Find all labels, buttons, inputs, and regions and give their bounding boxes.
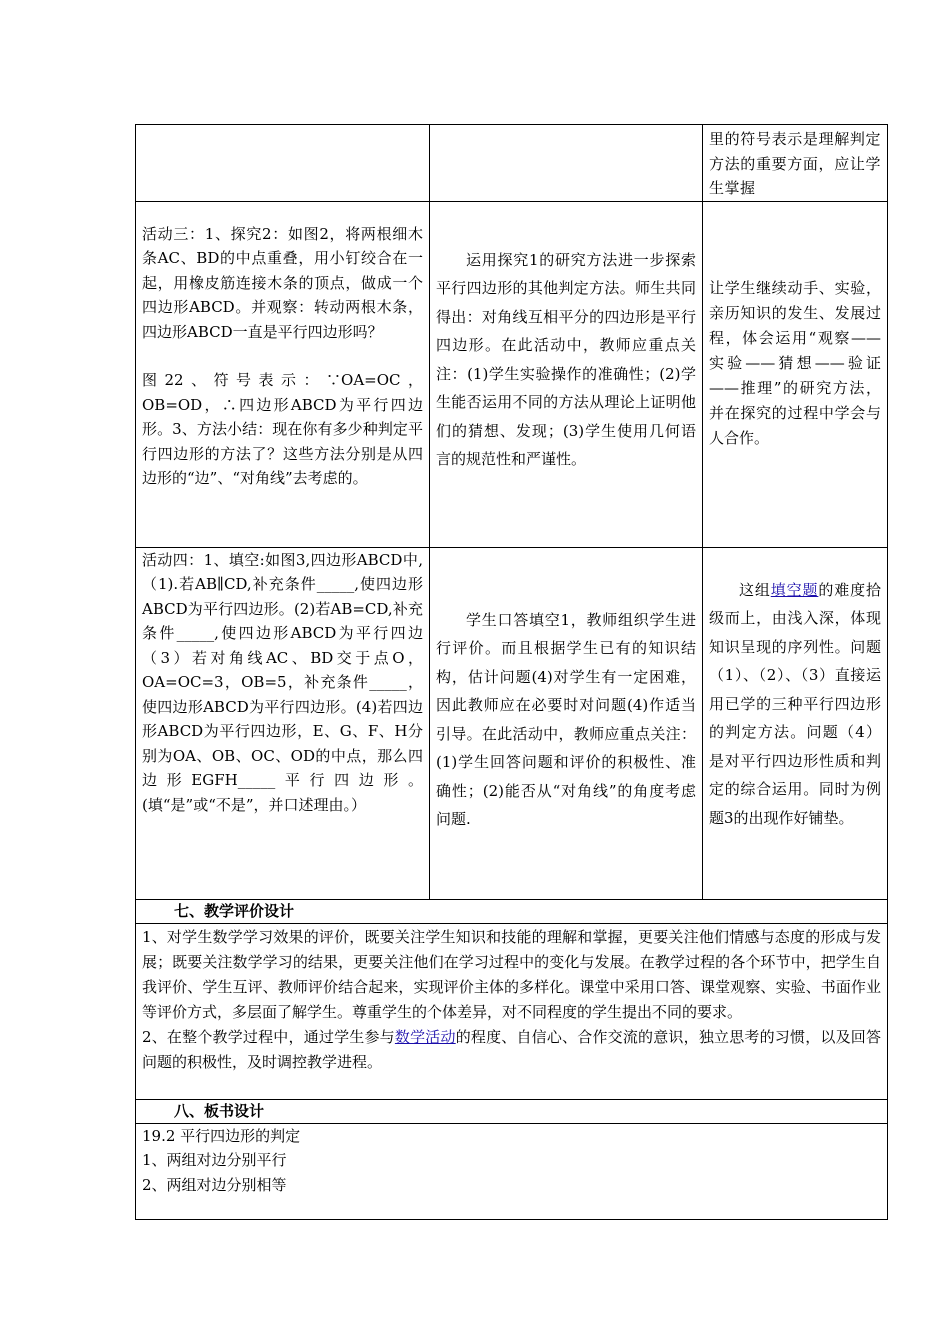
board-line: 1、两组对边分别平行 (142, 1151, 287, 1169)
evaluation-paragraph-1: 1、对学生数学学习效果的评价，既要关注学生知识和技能的理解和掌握，更要关注他们情感与态度的形成与发展；既要关注数学学习的结果，更要关注他们在学习过程中的变化与发展。在教学过程的各个环节中，把学生自我评价、学生互评、教师评价结合起来，实现评价主体的多样化。课堂中采用口答、课堂观察、实验、书面作业等评价方式，多层面了解学生。尊重学生的个体差异，对不同程度的学生提出不同的要求。 (142, 927, 881, 1021)
table-row (136, 1123, 888, 1219)
table-row (136, 923, 888, 1099)
board-line: 2、两组对边分别相等 (142, 1175, 287, 1194)
fill-blank-link[interactable]: 填空题 (770, 580, 819, 599)
purpose-text: 让学生继续动手、实验，亲历知识的发生、发展过程，体会运用“观察——实验——猜想——验证——推理”的研究方法，并在探究的过程中学会与人合作。 (709, 278, 881, 447)
teacher-student-cell (430, 201, 703, 547)
evaluation-cell (136, 923, 888, 1099)
cell-empty (136, 125, 430, 202)
board-line: 19.2 平行四边形的判定 (142, 1126, 301, 1145)
table-row (136, 1099, 888, 1123)
purpose-text: 里的符号表示是理解判定方法的重要方面，应让学生掌握 (709, 130, 881, 197)
activity-four-text: 活动四：1、填空:如图3,四边形ABCD中,（1).若AB∥CD,补充条件_____,使四边形ABCD为平行四边形。(2)若AB=CD,补充条件_____,使四边形ABCD为平行四边（3）若对角线AC、BD交于点O，OA=OC=3，OB=5，补充条件_____，使四边形ABCD为平行四边形。(4)若四边形ABCD为平行四边形，E、G、F、H分别为OA、OB、OC、OD的中点，那么四边形EGFH_____平行四边形。(填“是”或“不是”，并口述理由。） (142, 550, 423, 814)
teacher-student-text: 运用探究1的研究方法进一步探索平行四边形的其他判定方法。师生共同得出：对角线互相平分的四边形是平行四边形。在此活动中，教师应重点关注：(1)学生实验操作的准确性；(2)学生能否运用不同的方法从理论上证明他们的猜想、发现；(3)学生使用几何语言的规范性和严谨性。 (436, 250, 696, 468)
teacher-student-text: 学生口答填空1，教师组织学生进行评价。而且根据学生已有的知识结构，估计问题(4)对学生有一定困难，因此教师应在必要时对问题(4)作适当引导。在此活动中，教师应重点关注：(1)学生回答问题和评价的积极性、准确性；(2)能否从“对角线”的角度考虑问题. (436, 610, 696, 828)
cell-empty (430, 125, 703, 202)
evaluation-paragraph-2: 2、在整个教学过程中，通过学生参与数学活动的程度、自信心、合作交流的意识，独立思考的习惯，以及回答问题的积极性，及时调控教学进程。 (142, 1027, 881, 1071)
activity-three-summary: 图22、符号表示：∵OA=OC，OB=OD，∴四边形ABCD为平行四边形。3、方法小结：现在你有多少种判定平行四边形的方法了？这些方法分别是从四边形的“边”、“对角线”去考虑的。 (142, 371, 423, 487)
teacher-student-cell (430, 547, 703, 899)
table-row (136, 547, 888, 899)
section-title-board: 八、板书设计 (136, 1099, 888, 1123)
activity-cell (136, 547, 430, 899)
purpose-cell (703, 125, 888, 202)
purpose-cell (703, 201, 888, 547)
purpose-text: 这组填空题的难度拾级而上，由浅入深，体现知识呈现的序列性。问题（1）、（2）、（3）直接运用已学的三种平行四边形的判定方法。问题（4）是对平行四边形性质和判定的综合运用。同时为例题3的出现作好铺垫。 (709, 580, 881, 827)
table-row (136, 125, 888, 202)
section-title-evaluation: 七、教学评价设计 (136, 899, 888, 923)
board-design-cell (136, 1123, 888, 1219)
table-row (136, 899, 888, 923)
activity-three-text: 活动三：1、探究2：如图2，将两根细木条AC、BD的中点重叠，用小钉绞合在一起，用橡皮筋连接木条的顶点，做成一个四边形ABCD。并观察：转动两根木条，四边形ABCD一直是平行四边形吗？ (142, 224, 423, 341)
activity-cell (136, 201, 430, 547)
math-activity-link[interactable]: 数学活动 (394, 1027, 456, 1046)
lesson-plan-table (135, 124, 888, 1220)
table-row (136, 201, 888, 547)
purpose-cell (703, 547, 888, 899)
